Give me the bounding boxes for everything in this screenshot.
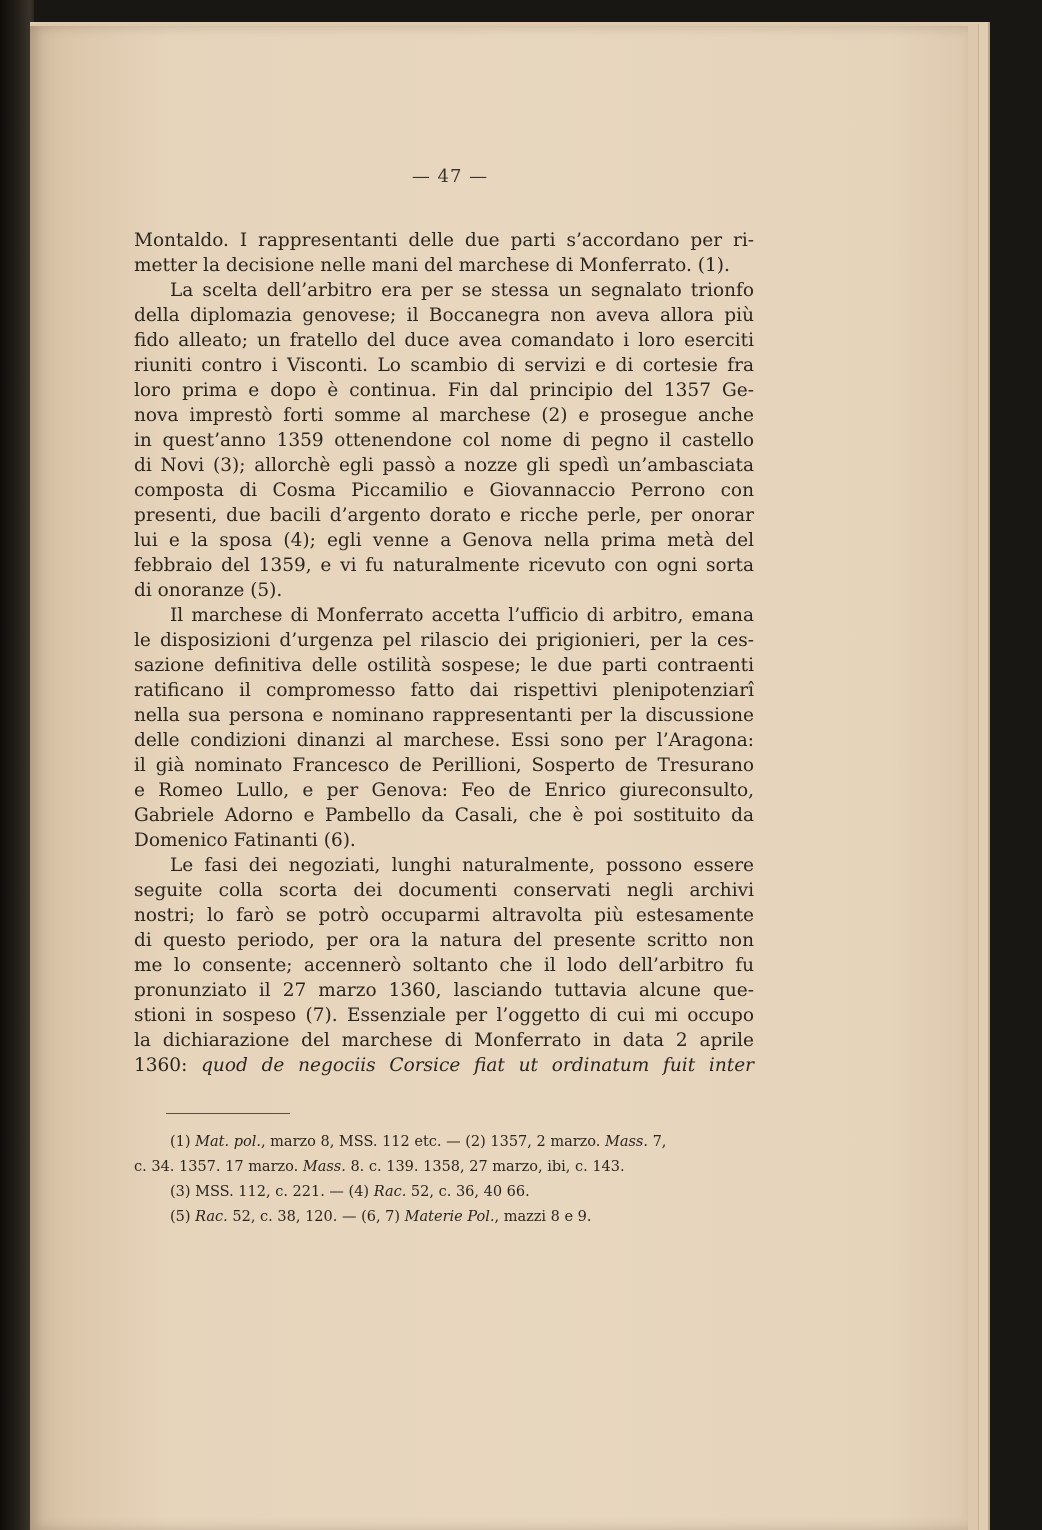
body-line: riuniti contro i Visconti. Lo scambio di servizi e di cortesie fra [134,355,754,376]
body-text [134,228,754,1078]
footnote-line [134,1180,754,1205]
footnote-source: Rac. [195,1209,228,1225]
body-line: stioni in sospeso (7). Essenziale per l’oggetto di cui mi occupo [134,1005,754,1026]
body-line: Il marchese di Monferrato accetta l’ufficio di arbitro, emana [170,605,754,626]
body-line: metter la decisione nelle mani del marchese di Monferrato. (1). [134,255,730,276]
footnote-text: c. 34. 1357. 17 marzo. [134,1159,303,1175]
latin-quote: quod de negociis Corsice fiat ut ordinatum fuit inter [201,1055,754,1076]
body-line: pronunziato il 27 marzo 1360, lasciando tuttavia alcune que- [134,980,754,1001]
footnote-source: Materie Pol. [404,1209,495,1225]
body-line: di Novi (3); allorchè egli passò a nozze gli spedì un’ambasciata [134,455,754,476]
body-line-last-prefix: 1360: [134,1055,202,1076]
body-line: di onoranze (5). [134,580,283,601]
footnote-separator [166,1113,290,1114]
footnote-source: Mass. [604,1134,648,1150]
body-line: febbraio del 1359, e vi fu naturalmente ricevuto con ogni sorta [134,555,754,576]
body-line: me lo consente; accennerò soltanto che il lodo dell’arbitro fu [134,955,754,976]
body-line: delle condizioni dinanzi al marchese. Essi sono per l’Aragona: [134,730,754,751]
footnote-line [134,1155,754,1180]
footnote-text: 7, [647,1134,667,1150]
footnotes [134,1130,754,1230]
body-line: composta di Cosma Piccamilio e Giovannaccio Perrono con [134,480,754,501]
body-line-last [134,1053,754,1078]
footnote-text: 8. c. 139. 1358, 27 marzo, ibi, c. 143. [345,1159,625,1175]
body-line: la dichiarazione del marchese di Monferrato in data 2 aprile [134,1030,754,1051]
footnote-text: (3) MSS. 112, c. 221. — (4) [170,1184,374,1200]
footnote-text: (1) [170,1134,196,1150]
body-line: le disposizioni d’urgenza pel rilascio dei prigionieri, per la ces- [134,630,754,651]
body-line: Le fasi dei negoziati, lunghi naturalmente, possono essere [170,855,754,876]
footnote-source: Rac. [373,1184,407,1200]
body-line: di questo periodo, per ora la natura del presente scritto non [134,930,754,951]
body-line: loro prima e dopo è continua. Fin dal principio del 1357 Ge- [134,380,754,401]
footnote-text: , marzo 8, MSS. 112 etc. — (2) 1357, 2 marzo. [260,1134,605,1150]
body-line: il già nominato Francesco de Perillioni, Sosperto de Tresurano [134,755,754,776]
body-line: nostri; lo farò se potrò occuparmi altravolta più estesamente [134,905,754,926]
body-line: in quest’anno 1359 ottenendone col nome di pegno il castello [134,430,754,451]
footnote-line [134,1130,754,1155]
body-line: lui e la sposa (4); egli venne a Genova nella prima metà del [134,530,754,551]
body-line: La scelta dell’arbitro era per se stessa un segnalato trionfo [170,280,754,301]
footnote-text: 52, c. 36, 40 66. [406,1184,530,1200]
body-line: Montaldo. I rappresentanti delle due parti s’accordano per ri- [134,230,754,251]
footnote-text: 52, c. 38, 120. — (6, 7) [227,1209,405,1225]
body-line: seguite colla scorta dei documenti conservati negli archivi [134,880,754,901]
body-line: presenti, due bacili d’argento dorato e ricche perle, per onorar [134,505,754,526]
body-line: nova imprestò forti somme al marchese (2) e prosegue anche [134,405,754,426]
body-line: e Romeo Lullo, e per Genova: Feo de Enrico giureconsulto, [134,780,754,801]
body-line: Domenico Fatinanti (6). [134,830,356,851]
footnote-line [134,1205,754,1230]
book-spine [0,0,34,1530]
footnote-text: (5) [170,1209,196,1225]
footnote-text: , mazzi 8 e 9. [494,1209,592,1225]
footnote-source: Mass. [302,1159,346,1175]
body-line: della diplomazia genovese; il Boccanegra non aveva allora più [134,305,754,326]
footnote-source: Mat. pol. [195,1134,261,1150]
body-line: nella sua persona e nominano rappresentanti per la discussione [134,705,754,726]
body-line: fido alleato; un fratello del duce avea comandato i loro eserciti [134,330,754,351]
body-line: ratificano il compromesso fatto dai rispettivi plenipotenziarî [134,680,754,701]
body-line: Gabriele Adorno e Pambello da Casali, che è poi sostituito da [134,805,754,826]
body-line: sazione definitiva delle ostilità sospese; le due parti contraenti [134,655,754,676]
page-number: — 47 — [411,166,489,187]
